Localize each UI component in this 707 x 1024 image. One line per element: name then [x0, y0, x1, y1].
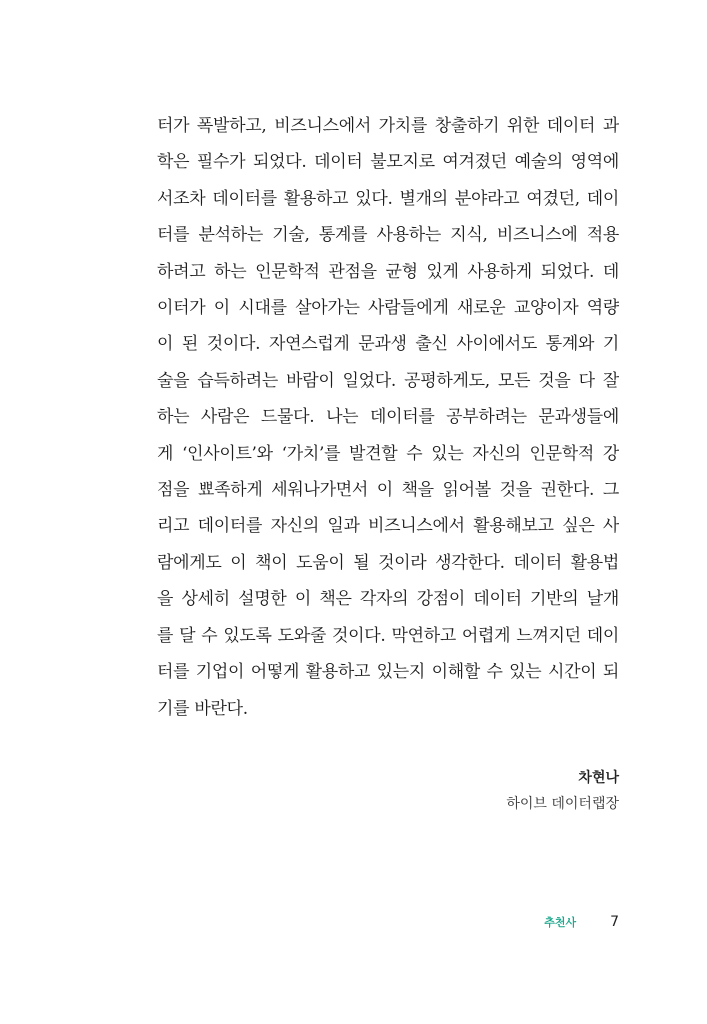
body-line: 서조차 데이터를 활용하고 있다. 별개의 분야라고 여겼던, 데이 [157, 188, 619, 209]
author-signature [506, 767, 619, 819]
body-line: 게 ‘인사이트’와 ‘가치’를 발견할 수 있는 자신의 인문학적 강 [157, 443, 619, 464]
author-role: 하이브 데이터랩장 [506, 796, 619, 812]
body-line: 터가 폭발하고, 비즈니스에서 가치를 창출하기 위한 데이터 과 [157, 116, 619, 136]
body-line: 학은 필수가 되었다. 데이터 불모지로 여겨졌던 예술의 영역에 [157, 152, 619, 173]
body-line: 하려고 하는 인문학적 관점을 균형 있게 사용하게 되었다. 데 [157, 261, 619, 282]
body-line: 터를 기업이 어떻게 활용하고 있는지 이해할 수 있는 시간이 되 [157, 662, 619, 683]
recommendation-body [157, 108, 619, 727]
body-line: 점을 뾰족하게 세워나가면서 이 책을 읽어볼 것을 권한다. 그 [157, 480, 619, 501]
body-line: 람에게도 이 책이 도움이 될 것이라 생각한다. 데이터 활용법 [157, 552, 619, 573]
body-line: 터를 분석하는 기술, 통계를 사용하는 지식, 비즈니스에 적용 [157, 225, 619, 246]
body-line: 를 달 수 있도록 도와줄 것이다. 막연하고 어렵게 느껴지던 데이 [157, 625, 619, 646]
body-line: 하는 사람은 드물다. 나는 데이터를 공부하려는 문과생들에 [157, 407, 619, 428]
body-line: 기를 바란다. [157, 698, 248, 719]
section-label: 추천사 [544, 916, 577, 929]
body-line: 술을 습득하려는 바람이 일었다. 공평하게도, 모든 것을 다 잘 [157, 370, 619, 391]
author-name: 차현나 [578, 770, 619, 786]
page-number: 7 [610, 914, 619, 930]
body-line: 을 상세히 설명한 이 책은 각자의 강점이 데이터 기반의 날개 [157, 589, 619, 610]
body-line: 이 된 것이다. 자연스럽게 문과생 출신 사이에서도 통계와 기 [157, 334, 619, 355]
page-footer [544, 914, 619, 930]
body-line: 이터가 이 시대를 살아가는 사람들에게 새로운 교양이자 역량 [157, 298, 619, 319]
body-line: 리고 데이터를 자신의 일과 비즈니스에서 활용해보고 싶은 사 [157, 516, 619, 537]
